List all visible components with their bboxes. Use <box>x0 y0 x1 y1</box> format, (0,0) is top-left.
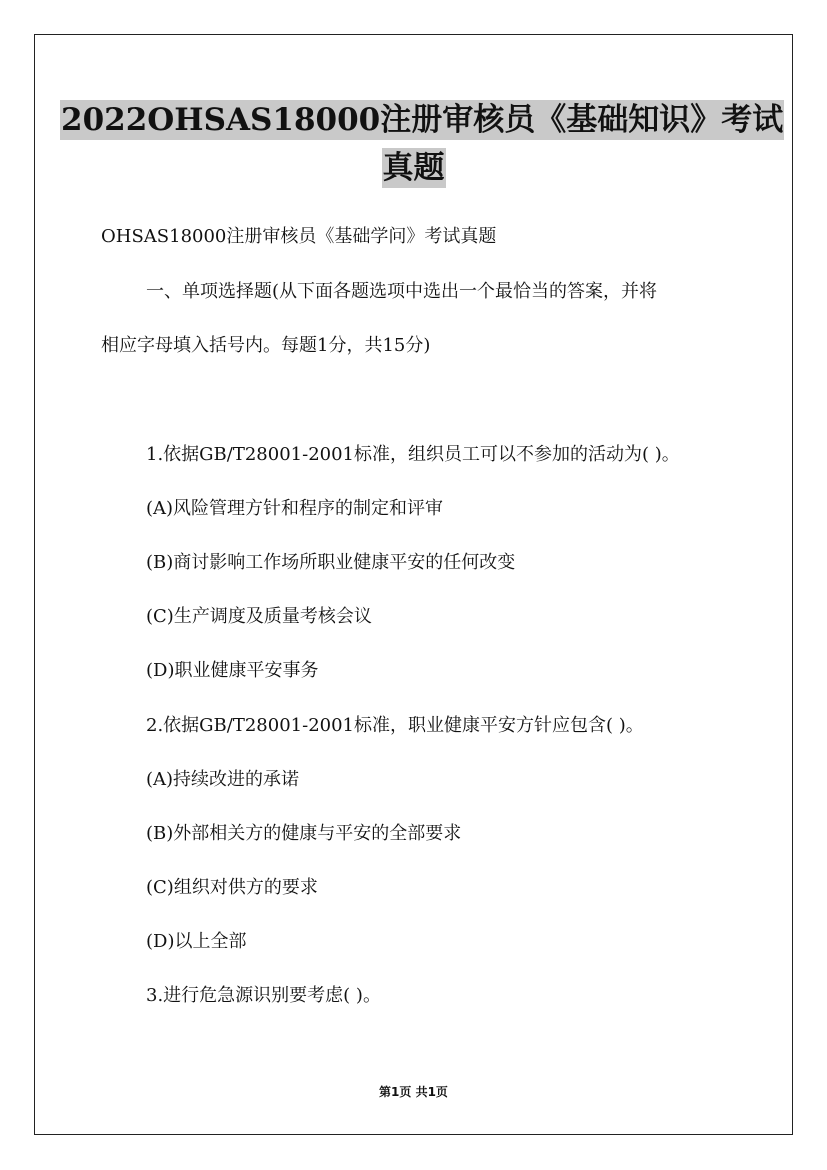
page-footer: 第1页 共1页 <box>379 1085 448 1099</box>
section-intro-line-1: 一、单项选择题(从下面各题选项中选出一个最恰当的答案，并将 <box>146 281 658 302</box>
document-subtitle: OHSAS18000注册审核员《基础学问》考试真题 <box>101 226 497 247</box>
title-line-1: 2022OHSAS18000注册审核员《基础知识》考试 <box>61 102 784 138</box>
question-2-option-d: (D)以上全部 <box>146 931 247 952</box>
section-intro-line-2: 相应字母填入括号内。每题1分，共15分) <box>101 335 431 356</box>
question-1-option-d: (D)职业健康平安事务 <box>146 660 319 681</box>
document-title <box>60 100 784 188</box>
question-3-stem: 3.进行危急源识别要考虑( )。 <box>146 985 381 1006</box>
question-2-stem: 2.依据GB/T28001-2001标准，职业健康平安方针应包含( )。 <box>146 715 644 736</box>
question-1-option-b: (B)商讨影响工作场所职业健康平安的任何改变 <box>146 552 516 573</box>
title-line-2: 真题 <box>382 150 445 186</box>
question-1-option-a: (A)风险管理方针和程序的制定和评审 <box>146 498 444 519</box>
question-2-option-c: (C)组织对供方的要求 <box>146 877 318 898</box>
question-1-stem: 1.依据GB/T28001-2001标准，组织员工可以不参加的活动为( )。 <box>146 444 680 465</box>
question-2-option-b: (B)外部相关方的健康与平安的全部要求 <box>146 823 462 844</box>
question-2-option-a: (A)持续改进的承诺 <box>146 769 300 790</box>
question-1-option-c: (C)生产调度及质量考核会议 <box>146 606 372 627</box>
page-border <box>34 34 793 1135</box>
